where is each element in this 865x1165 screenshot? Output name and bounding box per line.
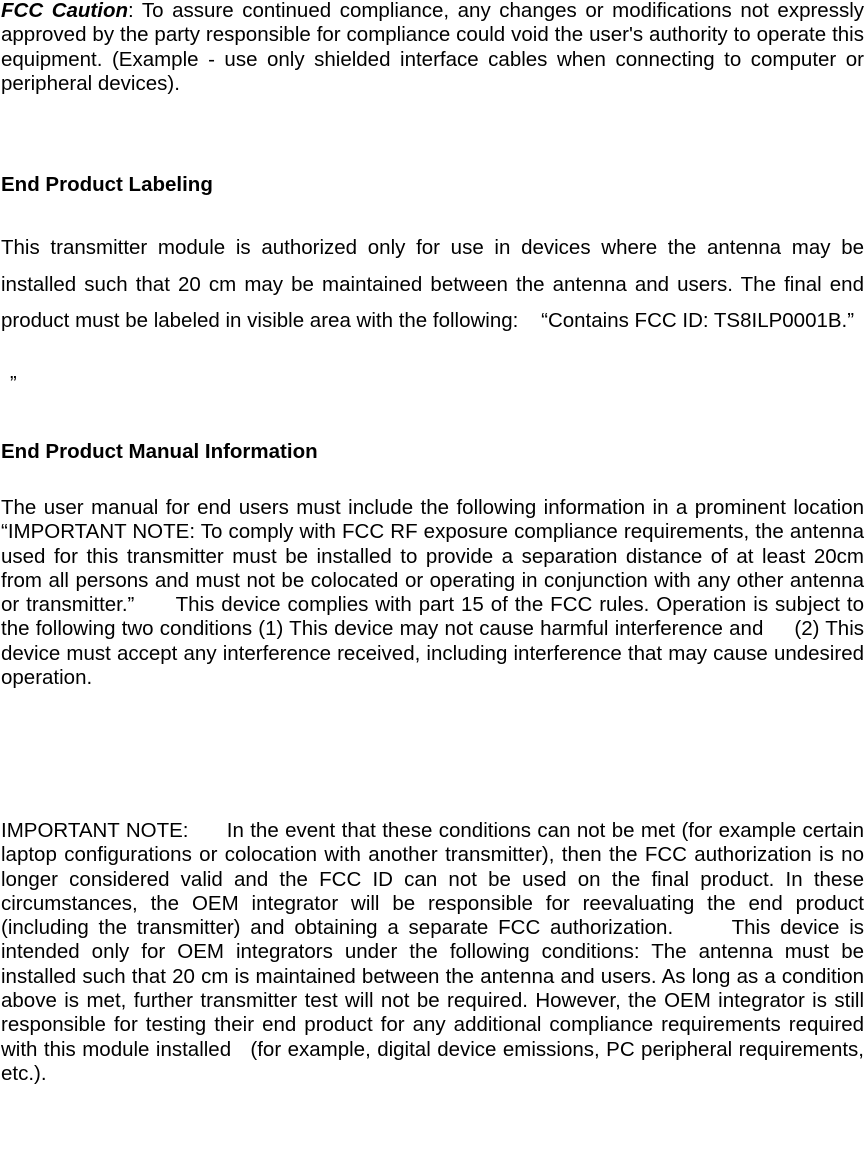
end-product-labeling-paragraph: This transmitter module is authorized only for use in devices where the antenna may be installed such that 20 cm may be maintained between the antenna and users. The final end product must be labeled in visible area with the following: “Contains FCC ID: TS8ILP0001B.” [1,236,864,332]
fcc-caution-label: FCC Caution [1,0,128,22]
stray-quote-mark: ” [10,373,17,395]
end-product-manual-heading: End Product Manual Information [1,440,318,463]
end-product-manual-paragraph: The user manual for end users must include the following information in a prominent location “IMPORTANT NOTE: To comply with FCC RF exposure compliance requirements, the antenna used for this transmitter must be installed to provide a separation distance of at least 20cm from all persons and must not be colocated or operating in conjunction with any other antenna or transmitter.” This device complies with part 15 of the FCC rules. Operation is subject to the following two conditions (1) This device may not cause harmful interference and (2) This device must accept any interference received, including interference that may cause undesired operation. [1,496,864,690]
fcc-caution-text: : To assure continued compliance, any changes or modifications not expressly approved by the party responsible for compliance could void the user's authority to operate this equipment. (Example - use only shielded interface cables when connecting to computer or peripheral devices). [1,0,864,95]
important-note-paragraph: IMPORTANT NOTE: In the event that these conditions can not be met (for example certain laptop configurations or colocation with another transmitter), then the FCC authorization is no longer considered valid and the FCC ID can not be used on the final product. In these circumstances, the OEM integrator will be responsible for reevaluating the end product (including the transmitter) and obtaining a separate FCC authorization. This device is intended only for OEM integrators under the following conditions: The antenna must be installed such that 20 cm is maintained between the antenna and users. As long as a condition above is met, further transmitter test will not be required. However, the OEM integrator is still responsible for testing their end product for any additional compliance requirements required with this module installed (for example, digital device emissions, PC peripheral requirements, etc.). [1,819,864,1085]
fcc-caution-paragraph [1,0,864,96]
end-product-labeling-heading: End Product Labeling [1,173,213,196]
